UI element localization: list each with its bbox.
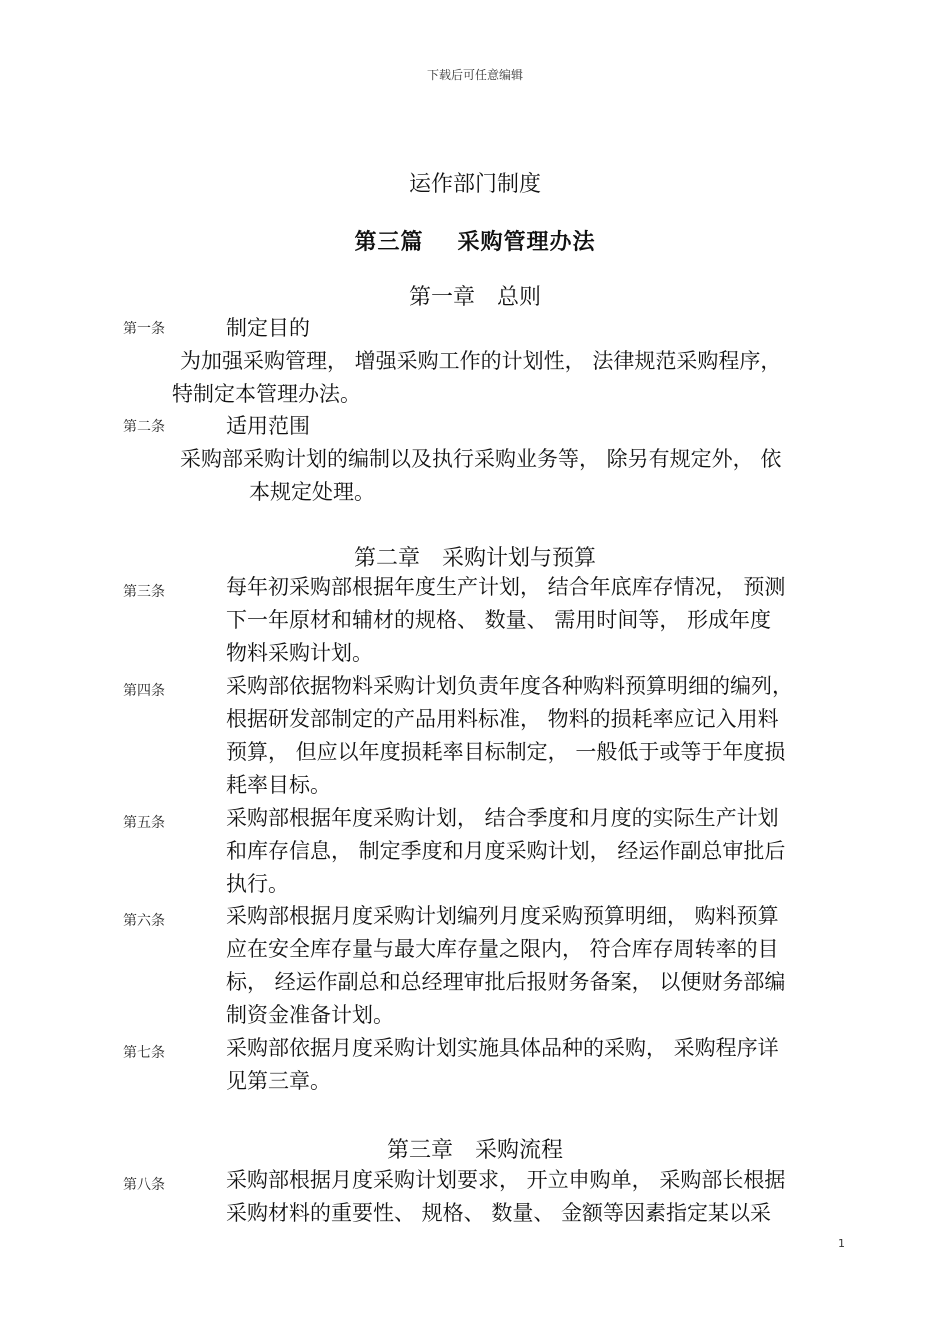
chapter-number: 第一章 [408,285,475,310]
article-line: 根据研发部制定的产品用料标准， 物料的损耗率应记入用料 [226,707,779,731]
article-6-body [226,900,785,1032]
article-1-line: 特制定本管理办法。 [172,382,361,406]
article-line: 采购部根据月度采购计划要求， 开立申购单， 采购部长根据 [226,1168,786,1192]
part-name: 采购管理办法 [457,230,596,255]
article-5-label: 第五条 [123,815,165,831]
article-line: 采购材料的重要性、 规格、 数量、 金额等因素指定某以采 [226,1201,772,1225]
article-line: 采购部根据年度采购计划， 结合季度和月度的实际生产计划 [226,806,779,830]
article-8-label: 第八条 [123,1177,165,1193]
article-line: 每年初采购部根据年度生产计划， 结合年底库存情况， 预测 [226,575,786,599]
document-title: 运作部门制度 [408,172,541,197]
article-4-label: 第四条 [123,683,165,699]
article-5-body [226,802,785,901]
chapter-number: 第二章 [353,546,420,571]
article-line: 执行。 [226,872,289,896]
article-2-line: 采购部采购计划的编制以及执行采购业务等， 除另有规定外， 依 [180,447,782,471]
article-line: 预算， 但应以年度损耗率目标制定， 一般低于或等于年度损 [226,740,786,764]
part-number: 第三篇 [354,230,424,255]
page-number: 1 [838,1237,845,1250]
chapter-1-heading [0,280,950,311]
article-2-line: 本规定处理。 [249,480,375,504]
chapter-number: 第三章 [386,1138,453,1163]
article-3-body [226,571,785,670]
article-line: 下一年原材和辅材的规格、 数量、 需用时间等， 形成年度 [226,608,772,632]
article-7-body [226,1032,779,1098]
page-header: 下载后可任意编辑 [426,68,523,82]
article-2-title: 适用范围 [226,414,310,438]
article-8-body [226,1164,785,1230]
chapter-name: 总则 [497,285,542,310]
part-title [0,225,950,256]
article-line: 制资金准备计划。 [226,1003,394,1027]
chapter-3-heading [0,1133,950,1164]
article-line: 采购部依据物料采购计划负责年度各种购料预算明细的编列， [226,674,793,698]
article-4-body [226,670,793,802]
article-2-label: 第二条 [123,419,165,435]
article-1-line: 为加强采购管理， 增强采购工作的计划性， 法律规范采购程序， [180,349,782,373]
chapter-name: 采购流程 [475,1138,564,1163]
article-line: 应在安全库存量与最大库存量之限内， 符合库存周转率的目 [226,937,779,961]
article-line: 采购部根据月度采购计划编列月度采购预算明细， 购料预算 [226,904,779,928]
article-line: 和库存信息， 制定季度和月度采购计划， 经运作副总审批后 [226,839,786,863]
article-3-label: 第三条 [123,584,165,600]
chapter-name: 采购计划与预算 [442,546,597,571]
article-6-label: 第六条 [123,913,165,929]
article-line: 耗率目标。 [226,773,331,797]
article-1-title: 制定目的 [226,316,310,340]
article-line: 采购部依据月度采购计划实施具体品种的采购， 采购程序详 [226,1036,779,1060]
article-line: 见第三章。 [226,1069,331,1093]
article-line: 标， 经运作副总和总经理审批后报财务备案， 以便财务部编 [226,970,786,994]
chapter-2-heading [0,541,950,572]
article-7-label: 第七条 [123,1045,165,1061]
article-line: 物料采购计划。 [226,641,373,665]
article-1-label: 第一条 [123,321,165,337]
